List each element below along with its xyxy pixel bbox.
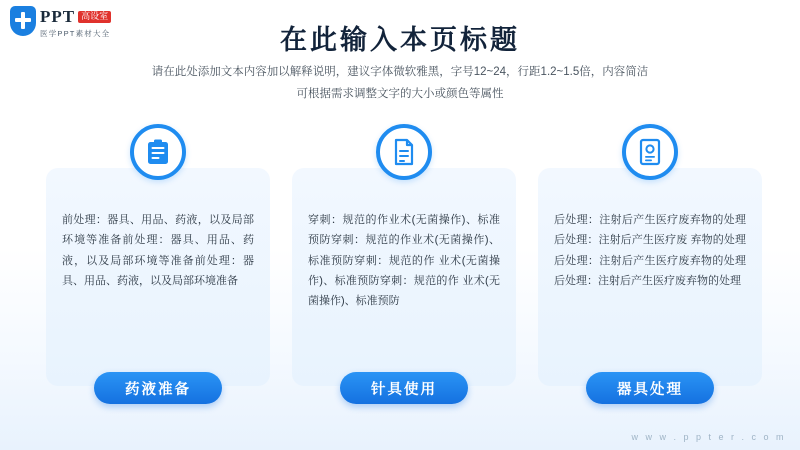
document-lines-icon	[376, 124, 432, 180]
subtitle-line-2: 可根据需求调整文字的大小或颜色等属性	[296, 87, 504, 100]
page-title: 在此输入本页标题	[280, 25, 520, 55]
card-item[interactable]	[46, 168, 270, 398]
clipboard-icon	[130, 124, 186, 180]
card-item[interactable]	[292, 168, 516, 398]
card-row	[46, 168, 762, 398]
card-item[interactable]	[538, 168, 762, 398]
page-subtitle	[0, 62, 800, 106]
card-label-pill[interactable]: 针具使用	[340, 372, 468, 404]
card-body-text: 前处理：器具、用品、药液，以及局部环境等准备前处理：器具、用品、药液，以及局部环境等准备前处理：器具、用品、药液，以及局部环境准备	[62, 214, 254, 288]
logo-badge: 高设室	[78, 11, 111, 23]
certificate-icon	[622, 124, 678, 180]
card-body-text: 穿刺：规范的作业术(无菌操作)、标准预防穿刺：规范的作业术(无菌操作)、标准预防穿刺：规范的作 业术(无菌操作)、标准预防穿刺：规范的作 业术(无菌操作)、标准预防	[308, 214, 500, 308]
logo-main-text: PPT	[40, 7, 76, 26]
card-label-pill[interactable]: 器具处理	[586, 372, 714, 404]
subtitle-line-1: 请在此处添加文本内容加以解释说明，建议字体微软雅黑，字号12~24，行距1.2~1.5倍，内容简洁	[151, 66, 649, 78]
logo-sub-text: 医学PPT素材大全	[40, 29, 111, 38]
footer-watermark: w w w . p p t e r . c o m	[631, 432, 786, 442]
card-body-text: 后处理：注射后产生医疗废弃物的处理后处理：注射后产生医疗废 弃物的处理后处理：注射后产生医疗废弃物的处理后处理：注射后产生医疗废弃物的处理	[554, 214, 746, 288]
card-label-pill[interactable]: 药液准备	[94, 372, 222, 404]
